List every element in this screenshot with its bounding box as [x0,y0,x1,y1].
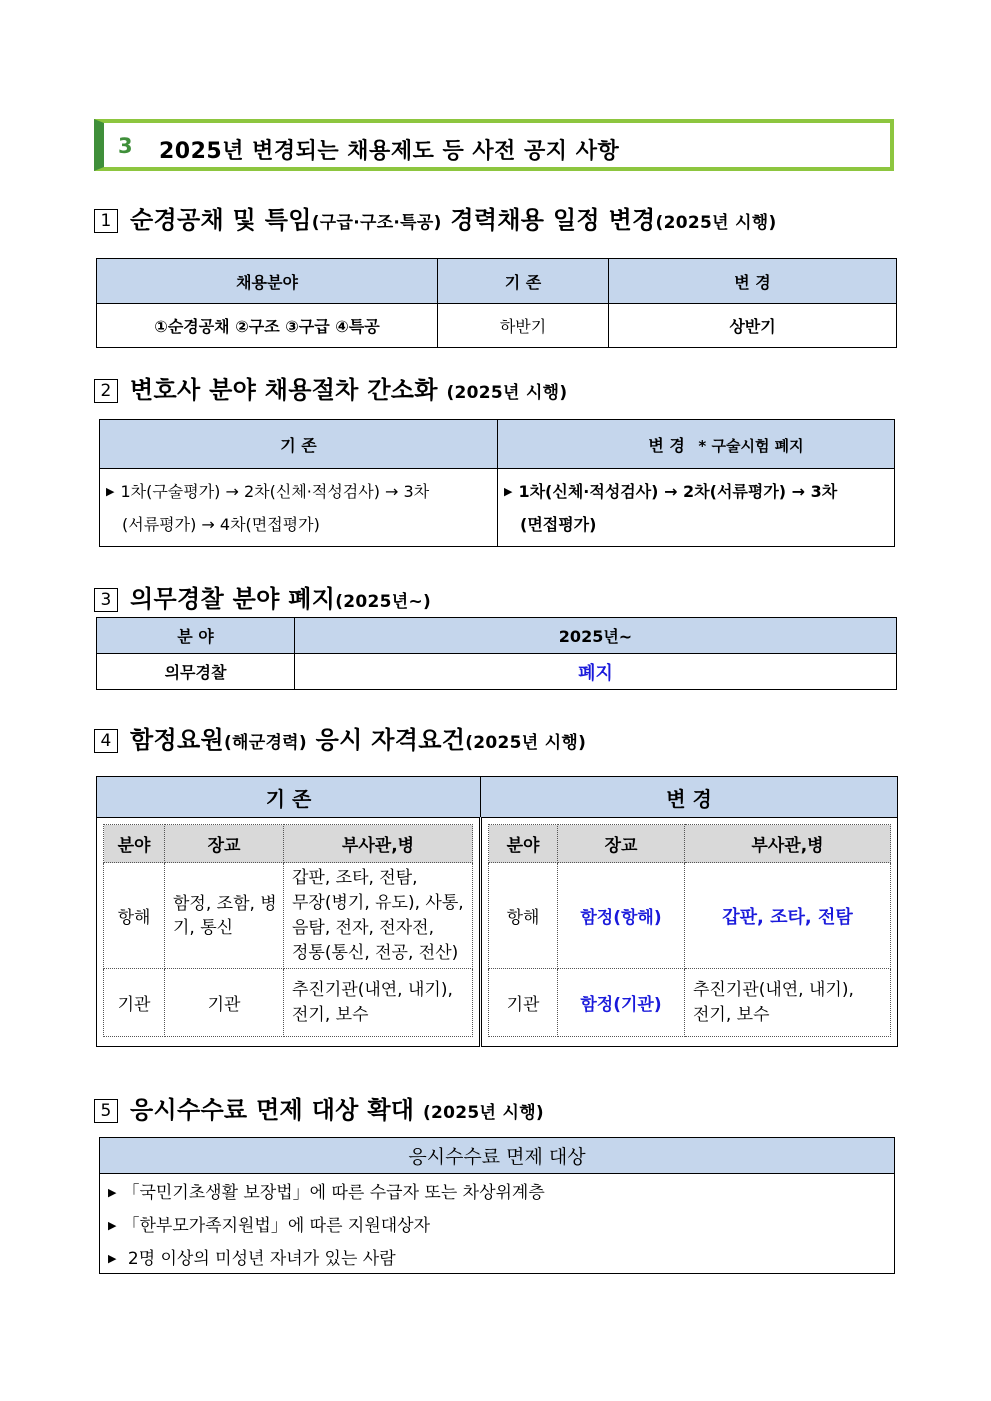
new-field-engine: 기관 [489,969,558,1037]
header-field: 채용분야 [97,259,438,304]
exemption-item [100,1174,895,1208]
chapter-number: 3 [118,134,133,158]
nco-line: 갑판, 조타, 전탐, [292,867,418,888]
section-title-text: 응시수수료 면제 대상 확대 [130,1096,423,1124]
old-field-engine: 기관 [104,969,165,1037]
section-number-box: 3 [94,588,118,612]
exemption-item [100,1207,895,1240]
abolished-field-table [96,617,897,690]
naval-qualification-table [96,776,898,1047]
nco-line: 전기, 보수 [292,1004,369,1025]
old-nco-navigation [284,863,473,969]
section-title-text: 경력채용 일정 변경 [441,206,656,234]
cell-old: 하반기 [438,304,609,348]
section-title-text: 응시 자격요건 [306,726,466,754]
cell-new-procedure [498,469,895,547]
header-new [498,420,895,469]
section-title-sub: (구급·구조·특공) [311,213,442,233]
old-officer-engine: 기관 [165,969,284,1037]
inner-header-nco: 부사관,병 [685,825,891,863]
new-inner-table [488,824,891,1037]
inner-header-nco: 부사관,병 [284,825,473,863]
section-title-sub: (2025년 시행) [422,1103,544,1123]
old-line-1: 1차(구술평가) → 2차(신체·적성검사) → 3차 [120,481,430,501]
bullet-icon: ▶ [108,1252,117,1265]
inner-header-officer: 장교 [165,825,284,863]
new-officer-engine: 함정(기관) [558,969,685,1037]
new-line-1: 1차(신체·적성검사) → 2차(서류평가) → 3차 [518,481,838,501]
nco-line: 추진기관(내연, 내기), [292,979,453,1000]
section-title-sub: (해군경력) [223,733,307,753]
header-new: 변 경 [609,259,897,304]
section-4-title [94,720,586,755]
cell-old-procedure [100,469,498,547]
nco-line: 정통(통신, 전공, 전산) [292,942,459,963]
bullet-icon: ▶ [504,484,513,498]
section-number-box: 2 [94,379,118,403]
schedule-table [96,258,897,348]
old-qualification-cell [97,818,481,1047]
section-number-box: 5 [94,1099,118,1123]
chapter-header [94,119,894,171]
exemption-text: 2명 이상의 미성년 자녀가 있는 사람 [122,1249,396,1269]
old-line-2: (서류평가) → 4차(면접평가) [122,514,320,534]
inner-header-field: 분야 [104,825,165,863]
nco-line: 무장(병기, 유도), 사통, [292,892,464,913]
new-nco-navigation: 갑판, 조타, 전탐 [685,863,891,969]
inner-header-field: 분야 [489,825,558,863]
header-old: 기 존 [438,259,609,304]
old-field-navigation: 항해 [104,863,165,969]
cell-new: 상반기 [609,304,897,348]
section-1-title [94,200,777,235]
header-field: 분 야 [97,618,295,654]
section-title-sub: (2025년 시행) [446,383,568,403]
old-officer-navigation: 함정, 조함, 병기, 통신 [165,863,284,969]
header-new-label: 변 경 [648,435,685,455]
new-officer-navigation: 함정(항해) [558,863,685,969]
cell-field: 의무경찰 [97,654,295,690]
section-3-title [94,579,431,614]
nco-line: 추진기관(내연, 내기), [693,979,854,1000]
header-new-note: * 구술시험 폐지 [698,436,804,455]
new-nco-engine [685,969,891,1037]
new-qualification-cell [481,818,898,1047]
header-exemption: 응시수수료 면제 대상 [100,1138,895,1174]
inner-header-officer: 장교 [558,825,685,863]
section-title-sub: (2025년 시행) [465,733,587,753]
section-number-box: 4 [94,729,118,753]
nco-line: 전기, 보수 [693,1004,770,1025]
header-old: 기 존 [100,420,498,469]
bullet-icon: ▶ [108,1219,117,1232]
bullet-icon: ▶ [108,1186,117,1199]
exemption-item [100,1240,895,1274]
header-new: 변 경 [481,777,898,818]
header-old: 기 존 [97,777,481,818]
exemption-text: 「한부모가족지원법」에 따른 지원대상자 [122,1216,431,1236]
lawyer-procedure-table [99,419,895,547]
old-inner-table [103,824,473,1037]
section-2-title [94,370,567,405]
chapter-title: 2025년 변경되는 채용제도 등 사전 공지 사항 [159,139,620,164]
section-number-box: 1 [94,209,118,233]
old-nco-engine [284,969,473,1037]
section-title-text: 의무경찰 분야 폐지 [130,585,336,613]
cell-field: ①순경공채 ②구조 ③구급 ④특공 [97,304,438,348]
new-line-2: (면접평가) [520,514,597,534]
exemption-text: 「국민기초생활 보장법」에 따른 수급자 또는 차상위계층 [122,1183,545,1203]
header-year: 2025년~ [295,618,897,654]
section-title-text: 변호사 분야 채용절차 간소화 [130,376,447,404]
section-5-title [94,1090,544,1125]
section-title-sub: (2025년 시행) [655,213,777,233]
new-field-navigation: 항해 [489,863,558,969]
bullet-icon: ▶ [106,484,115,498]
nco-line: 음탐, 전자, 전자전, [292,917,434,938]
fee-exemption-table [99,1137,895,1274]
section-title-text: 순경공채 및 특임 [130,206,312,234]
section-title-text: 함정요원 [130,726,224,754]
section-title-sub: (2025년~) [335,592,432,612]
cell-status: 폐지 [295,654,897,690]
